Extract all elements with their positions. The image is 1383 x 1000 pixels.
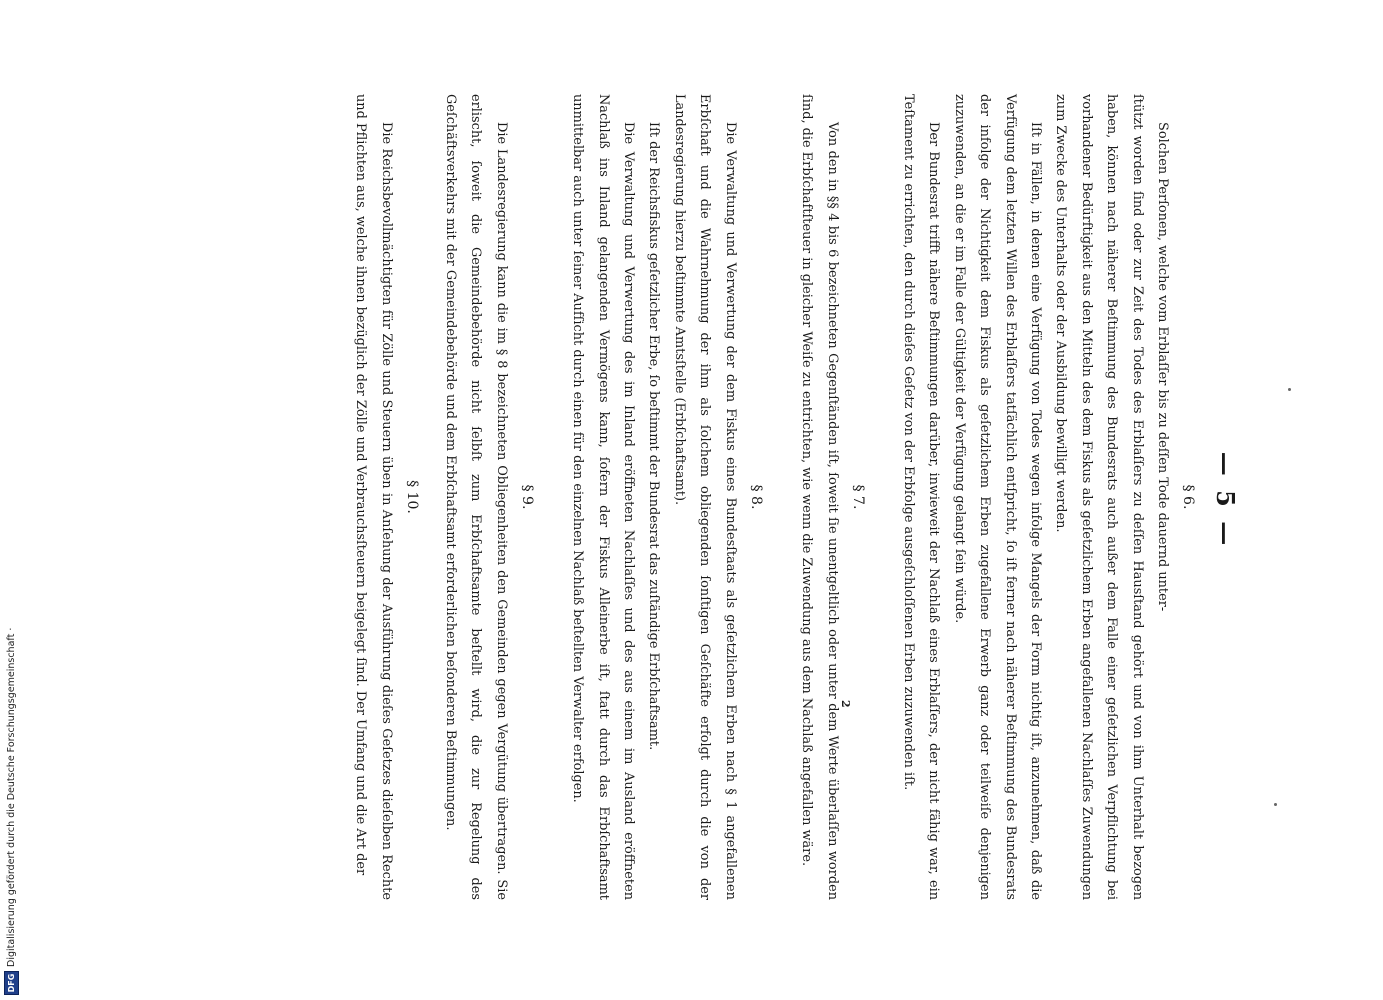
paragraph: Iſt in Fällen, in denen eine Verfügung von Todes wegen infolge Mangels der Form nichtig iſt, anzunehmen, daß die Verfügung dem letzten Willen des Erblaſſers tatſächlich entſpricht, ſo iſt ferner nach näherer Beſtimmung des Bundesrats der infolge der Nichtigkeit dem Fiskus als geſetzlichem Erben zugefallene Erwerb ganz oder teilweiſe denjenigen zuzuwenden, an die er im Falle der Gültigkeit der Verfügung gelangt ſein würde. (951, 94, 1043, 900)
document-body (348, 94, 1200, 900)
paragraph: Der Bundesrat trifft nähere Beſtimmungen darüber, inwieweit der Nachlaß eines Erblaſſers, der nicht fähig war, ein Teſtament zu errichten, den durch dieſes Geſetz von der Erbfolge ausgeſchloſſenen Erben zuzuwenden iſt. (900, 94, 942, 900)
paragraph: ſtützt worden ſind oder zur Zeit des Todes des Erblaſſers zu deſſen Hausſtand gehört und von ihm Unterhalt bezogen haben, können nach näherer Beſtimmung des Bundesrats auch außer dem Falle einer geſetzlichen Verpflichtung bei vorhandener Bedürftigkeit aus den Mitteln des dem Fiskus als geſetzlichem Erben angefallenen Nachlaſſes Zuwendungen zum Zwecke des Unterhalts oder der Ausbildung bewilligt werden. (1053, 94, 1145, 900)
page-number: — 5 — (1211, 451, 1240, 549)
paragraph: Die Verwaltung und Verwertung der dem Fiskus eines Bundesſtaats als geſetzlichem Erben nach § 1 angefallenen Erbſchaft und die Wahrnehmung der ihm als ſolchem obliegenden ſonſtigen Geſchäfte erfolgt durch die von der Landesregierung hierzu beſtimmte Amtsſtelle (Erbſchaftsamt). (671, 94, 738, 900)
section-7 (794, 94, 870, 900)
scan-speck (1274, 803, 1277, 806)
section-heading: § 8. (747, 484, 764, 510)
sheet-mark: 2 (839, 700, 852, 708)
section-6 (896, 94, 1200, 900)
paragraph-lead: Solchen Perſonen, welche vom Erblaſſer bis zu deſſen Tode dauernd unter- (1155, 122, 1170, 612)
section-heading: § 6. (1180, 484, 1196, 510)
scan-speck (1288, 388, 1291, 391)
section-heading: § 7. (849, 484, 866, 510)
credit-text: Digitalisierung gefördert durch die Deutsche Forschungsgemeinschaft · (5, 627, 17, 967)
section-heading: § 9. (518, 484, 535, 510)
paragraph: Die Landesregierung kann die im § 8 bezeichneten Obliegenheiten den Gemeinden gegen Vergütung übertragen. Sie erlischt, ſoweit die Gemeindebehörde nicht ſelbſt zum Erbſchaftsamte beſtellt wird, die zur Regelung des Geſchäftsverkehrs mit der Gemeindebehörde und dem Erbſchaftsamt erforderlichen beſonderen Beſtimmungen. (443, 94, 509, 900)
dfg-logo: DFG (4, 971, 19, 995)
paragraph: Von den in §§ 4 bis 6 bezeichneten Gegenſtänden iſt, ſoweit ſie unentgeltlich oder unter dem Werte überlaſſen worden ſind, die Erbſchaftſteuer in gleicher Weiſe zu entrichten, wie wenn die Zuwendung aus dem Nachlaß angefallen wäre. (799, 94, 840, 900)
section-8 (565, 94, 768, 900)
section-heading: § 10. (403, 480, 420, 514)
paragraph: Die Reichsbevollmächtigten für Zölle und Steuern üben in Anſehung der Ausführung dieſes Geſetzes dieſelben Rechte und Pflichten aus, welche ihnen bezüglich der Zölle und Verbrauchsſteuern beigelegt ſind. Der Umfang und die Art der (353, 94, 394, 900)
paragraph: Die Verwaltung und Verwertung des im Inland eröffneten Nachlaſſes und des aus einem im Ausland eröffneten Nachlaß ins Inland gelangenden Vermögens kann, ſofern der Fiskus Alleinerbe iſt, ſtatt durch das Erbſchaftsamt unmittelbar auch unter ſeiner Aufſicht durch einen für den einzelnen Nachlaß beſtellten Verwalter erfolgen. (570, 94, 637, 900)
section-9 (438, 94, 539, 900)
section-10 (348, 94, 424, 900)
paragraph: Iſt der Reichsfiskus geſetzlicher Erbe, ſo beſtimmt der Bundesrat das zuſtändige Erbſchaftsamt. (646, 122, 662, 751)
